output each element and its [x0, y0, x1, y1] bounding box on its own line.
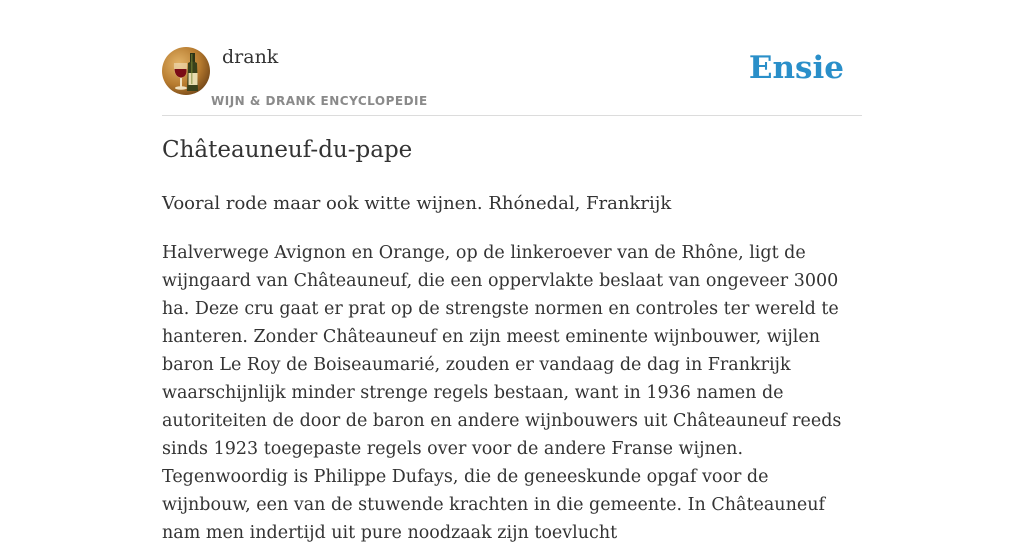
page	[162, 0, 862, 543]
article-body: Halverwege Avignon en Orange, op de linkeroever van de Rhône, ligt de wijngaard van Châteauneuf, die een oppervlakte beslaat van ongeveer 3000 ha. Deze cru gaat er prat op de strengste normen en controles ter wereld te hanteren. Zonder Châteauneuf en zijn meest eminente wijnbouwer, wijlen baron Le Roy de Boiseaumarié, zouden er vandaag de dag in Frankrijk waarschijnlijk minder strenge regels bestaan, want in 1936 namen de autoriteiten de door de baron en andere wijnbouwers uit Châteauneuf reeds sinds 1923 toegepaste regels over voor de andere Franse wijnen. Tegenwoordig is Philippe Dufays, die de geneeskunde opgaf voor de wijnbouw, een van de stuwende krachten in die gemeente. In Châteauneuf nam men indertijd uit pure noodzaak zijn toevlucht	[162, 243, 842, 543]
wine-glass-bottle-icon	[162, 47, 210, 95]
page-title: Châteauneuf-du-pape	[162, 137, 413, 163]
header	[162, 0, 862, 116]
article-lead: Vooral rode maar ook witte wijnen. Rhónedal, Frankrijk	[162, 193, 672, 214]
encyclopedia-subtitle: WIJN & DRANK ENCYCLOPEDIE	[211, 94, 428, 108]
category-link[interactable]: drank	[222, 46, 279, 68]
avatar[interactable]	[162, 47, 210, 95]
ensie-logo-link[interactable]: Ensie	[748, 50, 844, 86]
